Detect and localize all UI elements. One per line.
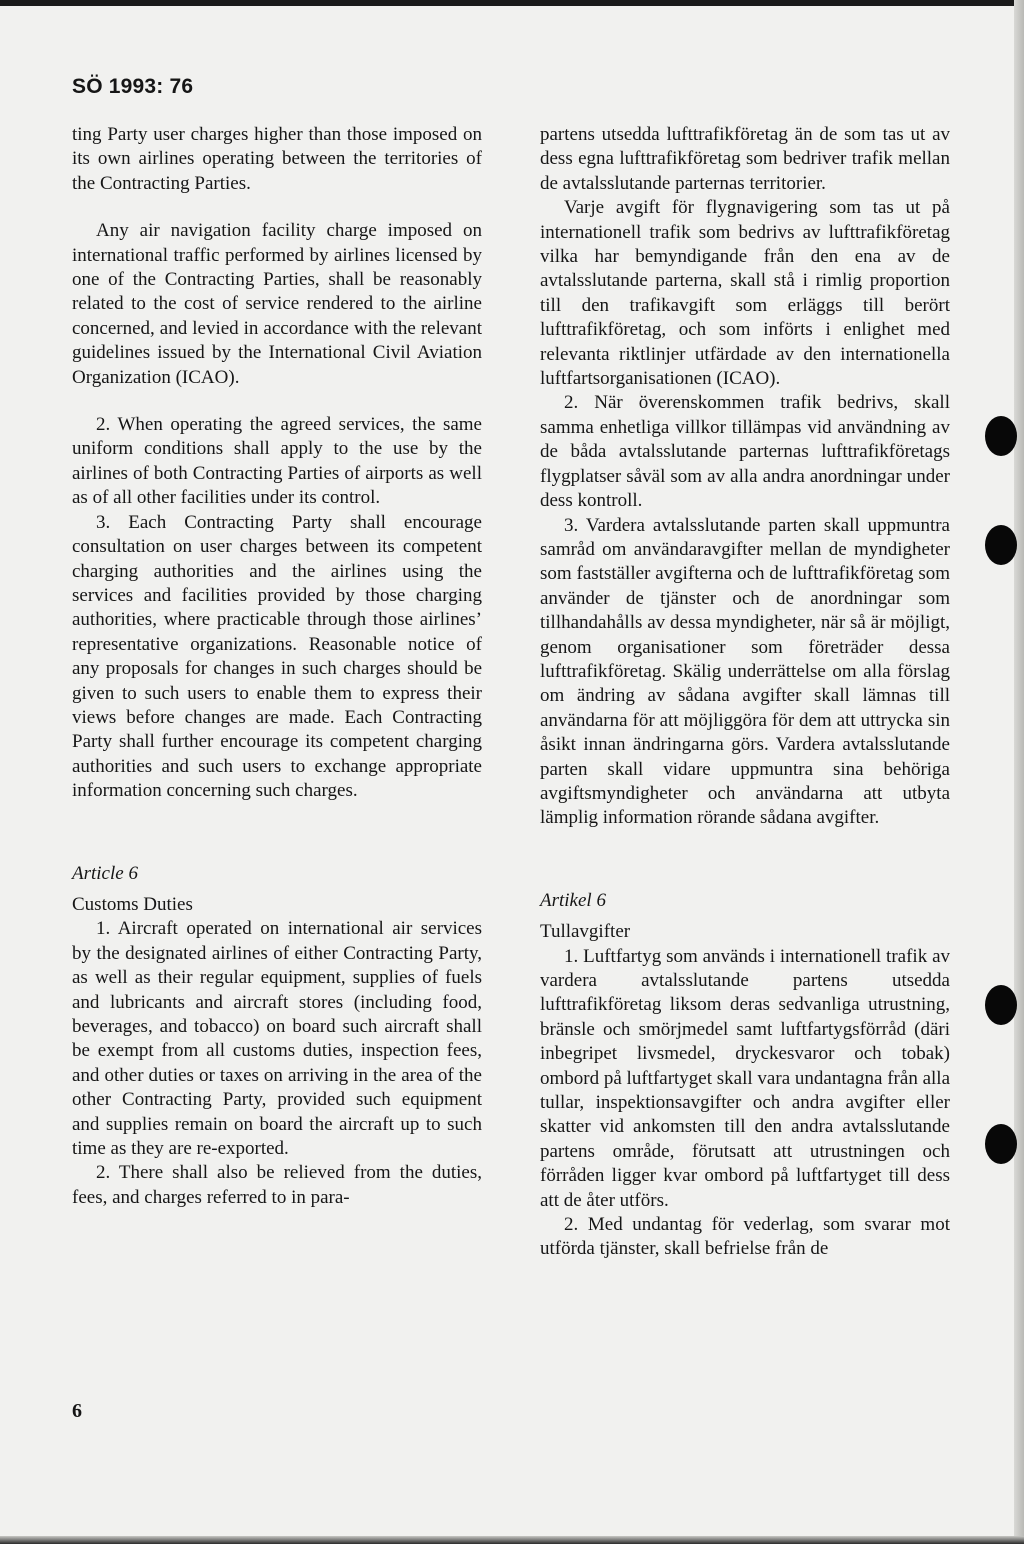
swedish-article6-paragraph-2: 2. Med undantag för vederlag, som svarar mot utförda tjänster, skall befrielse från de <box>540 1214 950 1260</box>
page-number: 6 <box>72 1400 82 1422</box>
english-article6-paragraph-1: 1. Aircraft operated on international air services by the designated airlines of either Contracting Party, as well as their regular equipment, supplies of fuels and lubricants and aircraft stores (including food, beverages, and tobacco) on board such aircraft shall be exempt from all customs duties, inspection fees, and other duties or taxes on arriving in the area of the other Contracting Party, provided such equipment and supplies remain on board the aircraft up to such time as they are re-exported. <box>72 918 482 1160</box>
page-header: SÖ 1993: 76 <box>72 75 194 98</box>
english-article-title: Customs Duties <box>72 893 193 915</box>
punch-hole-1 <box>985 416 1017 456</box>
scan-edge-right <box>1014 0 1024 1544</box>
english-intro-tail: ting Party user charges higher than those imposed on its own airlines operating between the territories of the Contracting Parties. <box>72 124 482 194</box>
scan-edge-top <box>0 0 1024 6</box>
swedish-article6-paragraph-1: 1. Luftfartyg som används i internationell trafik av vardera avtalsslutande partens utsedda lufttrafikföretag liksom deras sedvanliga utrustning, bränsle och smörjmedel samt luftfartygsförråd (däri inbegripet livsmedel, dryckesvaror och tobak) ombord på luftfartyget skall vara undantagna från alla tullar, inspektionsavgifter och andra avgifter eller skatter vid ankomsten till den andra avtalsslutande partens område, förutsatt att utrustningen och förråden ligger kvar ombord på luftfartyget till dess att de åter utförs. <box>540 945 950 1211</box>
swedish-paragraph-3: 3. Vardera avtalsslutande parten skall uppmuntra samråd om användaravgifter mellan de myndigheter som fastställer avgifterna och de lufttrafikföretag som använder de tjänster och de anordningar som tillhandahålls av dessa myndigheter, när så är möjligt, genom organisationer som företräder dessa lufttrafikföretag. Skälig underrättelse om alla förslag om ändring av sådana avgifter skall lämnas till användarna för att möjliggöra för dem att uttrycka sin åsikt innan ändringarna görs. Vardera avtalsslutande parten skall vidare uppmuntra sina behöriga avgiftsmyndigheter och användarna att utbyta lämplig information rörande sådana avgifter. <box>540 514 950 829</box>
swedish-intro-tail: partens utsedda lufttrafikföretag än de som tas ut av dess egna lufttrafikföretag som bedriver trafik mellan de avtalsslutande parternas territorier. <box>540 124 950 194</box>
punch-hole-4 <box>985 1124 1017 1164</box>
punch-hole-3 <box>985 985 1017 1025</box>
punch-hole-2 <box>985 525 1017 565</box>
english-column <box>72 123 482 1210</box>
swedish-article-title: Tullavgifter <box>540 921 631 943</box>
swedish-paragraph-2: 2. När överenskommen trafik bedrivs, skall samma enhetliga villkor tillämpas vid användning av de båda avtalsslutande parternas lufttrafikföretags flygplatser såväl som av alla andra anordningar under dess kontroll. <box>540 392 950 512</box>
swedish-column <box>540 123 950 1262</box>
english-paragraph-2: 2. When operating the agreed services, the same uniform conditions shall apply to the use by the airlines of both Contracting Parties of airports as well as of all other facilities under its control. <box>72 414 482 509</box>
english-facility-charge-paragraph: Any air navigation facility charge imposed on international traffic performed by airlines licensed by one of the Contracting Parties, shall be reasonably related to the cost of service rendered to the airline concerned, and levied in accordance with the relevant guidelines issued by the International Civil Aviation Organization (ICAO). <box>72 220 482 388</box>
english-article-label: Article 6 <box>72 862 138 884</box>
swedish-facility-charge-paragraph: Varje avgift för flygnavigering som tas ut på internationell trafik som bedrivs av lufttrafikföretag vilka har bemyndigande från den ena av de avtalsslutande parterna, skall stå i rimlig proportion till den trafikavgift som erläggs till berört lufttrafikföretag, och som införts i enlighet med relevanta riktlinjer utfärdade av den internationella luftfartsorganisationen (ICAO). <box>540 197 950 390</box>
english-paragraph-3: 3. Each Contracting Party shall encourage consultation on user charges between its competent charging authorities and the airlines using the services and facilities provided by those charging authorities, where practicable through those airlines’ representative organizations. Reasonable notice of any proposals for changes in such charges should be given to such users to enable them to express their views before changes are made. Each Contracting Party shall further encourage its competent charging authorities and such users to exchange appropriate information concerning such charges. <box>72 511 482 802</box>
english-article6-paragraph-2: 2. There shall also be relieved from the duties, fees, and charges referred to in para- <box>72 1162 482 1208</box>
scan-edge-bottom <box>0 1536 1024 1544</box>
swedish-article-label: Artikel 6 <box>540 889 606 911</box>
